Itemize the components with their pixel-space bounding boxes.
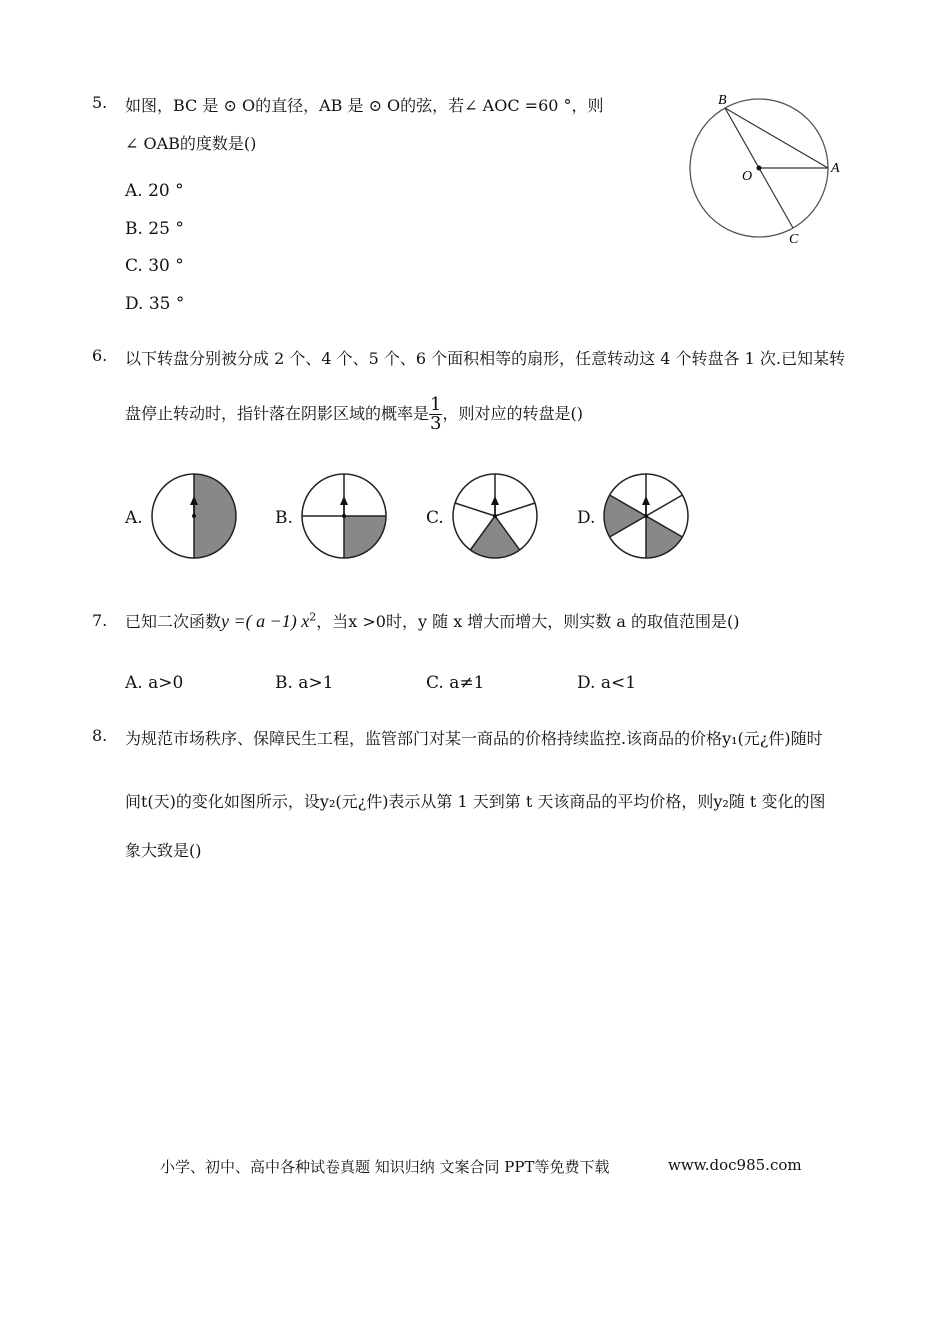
q7-option-a: A. a>0 xyxy=(125,673,184,693)
q5-circle-figure xyxy=(680,88,850,253)
spinner-d xyxy=(602,472,692,562)
label-c: C xyxy=(789,232,799,247)
spinner-b xyxy=(300,472,390,562)
spinner-a-shaded-sector xyxy=(194,474,236,558)
spinner-a xyxy=(150,472,240,562)
q5-line1: 如图，BC 是 ⊙ O的直径，AB 是 ⊙ O的弦，若∠ AOC =60 °，则 xyxy=(125,96,604,115)
q6-line2 xyxy=(125,396,583,433)
q5-option-b: B. 25 ° xyxy=(125,219,184,239)
q7-text-pre: 已知二次函数 xyxy=(125,612,222,631)
spinner-c-label: C. xyxy=(426,508,444,528)
label-a: A xyxy=(831,161,840,176)
footer-url[interactable]: www.doc985.com xyxy=(668,1156,802,1174)
q5-line2: ∠ OAB的度数是() xyxy=(125,134,257,153)
q7-formula: y =( a −1) x xyxy=(221,611,310,631)
q8-line1: 为规范市场秩序、保障民生工程，监管部门对某一商品的价格持续监控.该商品的价格y₁(元¿件)随时 xyxy=(125,729,823,748)
q8-line2: 间t(天)的变化如图所示，设y₂(元¿件)表示从第 1 天到第 t 天该商品的平均价格，则y₂随 t 变化的图 xyxy=(125,792,826,811)
spinner-d-shaded-sector-left xyxy=(604,495,646,537)
q8-number: 8. xyxy=(92,726,108,745)
footer-text: 小学、初中、高中各种试卷真题 知识归纳 文案合同 PPT等免费下载 xyxy=(160,1158,610,1176)
center-point xyxy=(757,166,762,171)
q6-fraction xyxy=(429,396,442,433)
q7-exponent: 2 xyxy=(309,610,317,624)
label-o: O xyxy=(742,169,753,184)
q7-number: 7. xyxy=(92,611,108,630)
chord-ab xyxy=(725,108,828,168)
fraction-numerator: 1 xyxy=(430,394,442,415)
q5-option-a: A. 20 ° xyxy=(125,181,184,201)
q7-option-c: C. a≠1 xyxy=(426,673,485,693)
q6-line1: 以下转盘分别被分成 2 个、4 个、5 个、6 个面积相等的扇形，任意转动这 4 个转盘各 1 次.已知某转 xyxy=(125,349,845,368)
q7-option-d: D. a<1 xyxy=(577,673,637,693)
q5-option-c: C. 30 ° xyxy=(125,256,184,276)
q7-option-b: B. a>1 xyxy=(275,673,334,693)
q6-line2-post: ，则对应的转盘是() xyxy=(442,404,583,423)
label-b: B xyxy=(718,93,727,108)
q8-line3: 象大致是() xyxy=(125,841,202,860)
spinner-b-label: B. xyxy=(275,508,293,528)
q5-number: 5. xyxy=(92,93,108,112)
spinner-c xyxy=(451,472,541,562)
spinner-d-label: D. xyxy=(577,508,596,528)
q7-stem xyxy=(125,609,740,632)
spinner-d-shaded-sector-right xyxy=(646,516,682,558)
q5-option-d: D. 35 ° xyxy=(125,294,185,314)
fraction-denominator: 3 xyxy=(430,413,442,434)
q7-text-post: ，当x >0时，y 随 x 增大而增大，则实数 a 的取值范围是() xyxy=(316,612,740,631)
spinner-a-label: A. xyxy=(125,508,143,528)
q6-line2-pre: 盘停止转动时，指针落在阴影区域的概率是 xyxy=(125,404,430,423)
spinner-c-shaded-sector xyxy=(470,516,519,558)
q6-number: 6. xyxy=(92,346,108,365)
